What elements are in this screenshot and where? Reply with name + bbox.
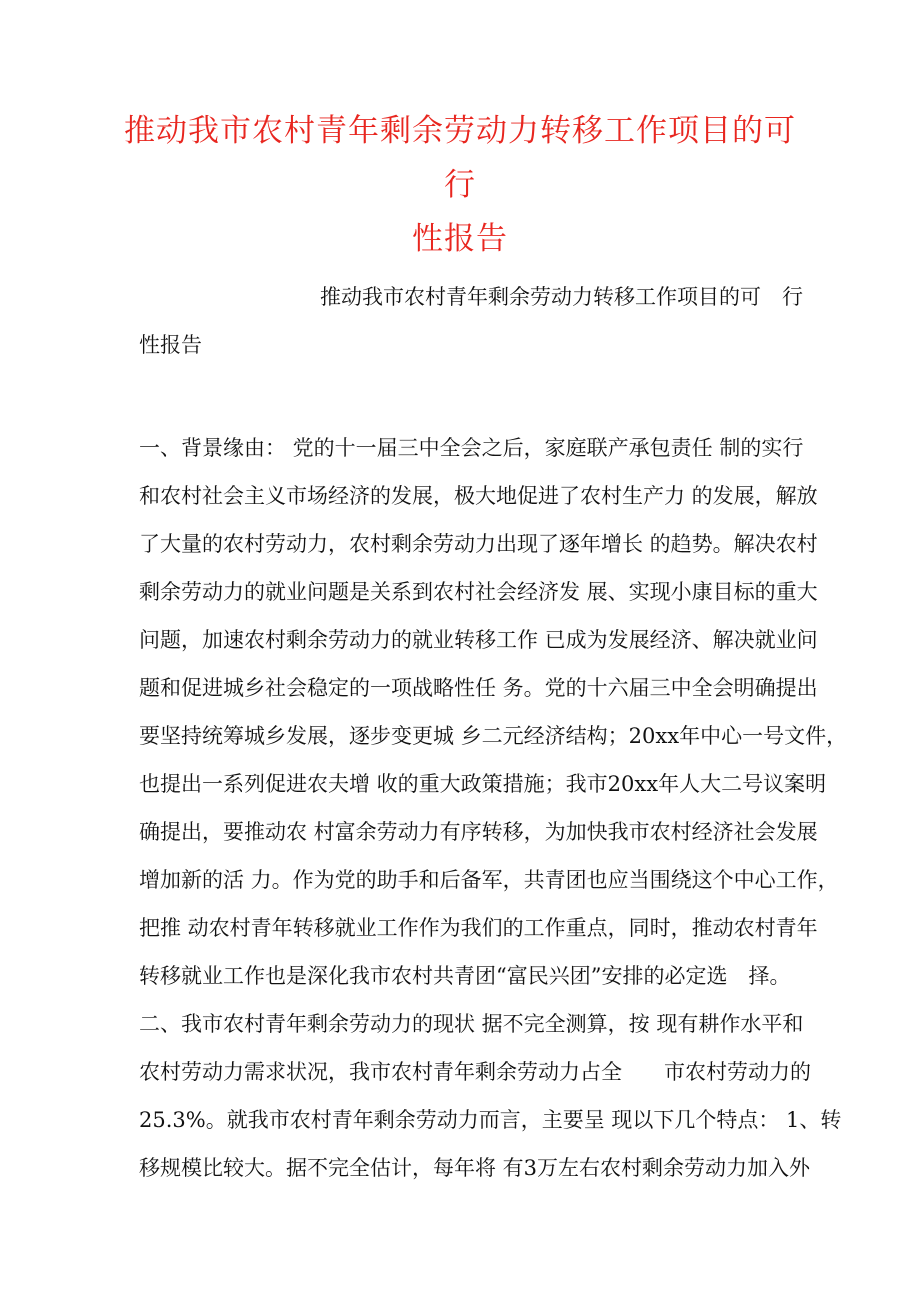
subtitle-line-1: 推动我市农村青年剩余劳动力转移工作项目的可 行 <box>320 285 803 309</box>
body-line: 也提出一系列促进农夫增 收的重大政策措施；我市20xx年人大二号议案明 <box>139 772 827 796</box>
body-line: 把推 动农村青年转移就业工作作为我们的工作重点，同时，推动农村青年 <box>139 916 818 940</box>
body-line: 25.3%。就我市农村青年剩余劳动力而言，主要呈 现以下几个特点： 1、转 <box>139 1108 842 1132</box>
subtitle-line-2: 性报告 <box>139 333 202 357</box>
body-line: 题和促进城乡社会稳定的一项战略性任 务。党的十六届三中全会明确提出 <box>139 676 818 700</box>
body-text <box>139 424 848 1192</box>
body-line: 和农村社会主义市场经济的发展，极大地促进了农村生产力 的发展，解放 <box>139 484 818 508</box>
document-title <box>120 104 800 266</box>
body-line: 转移就业工作也是深化我市农村共青团“富民兴团”安排的必定选 择。 <box>139 964 791 988</box>
body-line: 确提出，要推动农 村富余劳动力有序转移，为加快我市农村经济社会发展 <box>139 820 818 844</box>
body-line: 移规模比较大。据不完全估计，每年将 有3万左右农村剩余劳动力加入外 <box>139 1156 811 1180</box>
body-line: 二、我市农村青年剩余劳动力的现状 据不完全测算，按 现有耕作水平和 <box>139 1012 804 1036</box>
body-line: 一、背景缘由： 党的十一届三中全会之后，家庭联产承包责任 制的实行 <box>139 436 804 460</box>
body-line: 农村劳动力需求状况，我市农村青年剩余劳动力占全 市农村劳动力的 <box>139 1060 811 1084</box>
body-line: 要坚持统筹城乡发展，逐步变更城 乡二元经济结构；20xx年中心一号文件， <box>139 724 848 748</box>
title-line-2: 性报告 <box>412 221 508 257</box>
body-line: 剩余劳动力的就业问题是关系到农村社会经济发 展、实现小康目标的重大 <box>139 580 818 604</box>
title-line-1: 推动我市农村青年剩余劳动力转移工作项目的可行 <box>124 113 796 203</box>
body-line: 了大量的农村劳动力，农村剩余劳动力出现了逐年增长 的趋势。解决农村 <box>139 532 818 556</box>
body-line: 问题，加速农村剩余劳动力的就业转移工作 已成为发展经济、解决就业问 <box>139 628 818 652</box>
body-line: 增加新的活 力。作为党的助手和后备军，共青团也应当围绕这个中心工作， <box>139 868 839 892</box>
